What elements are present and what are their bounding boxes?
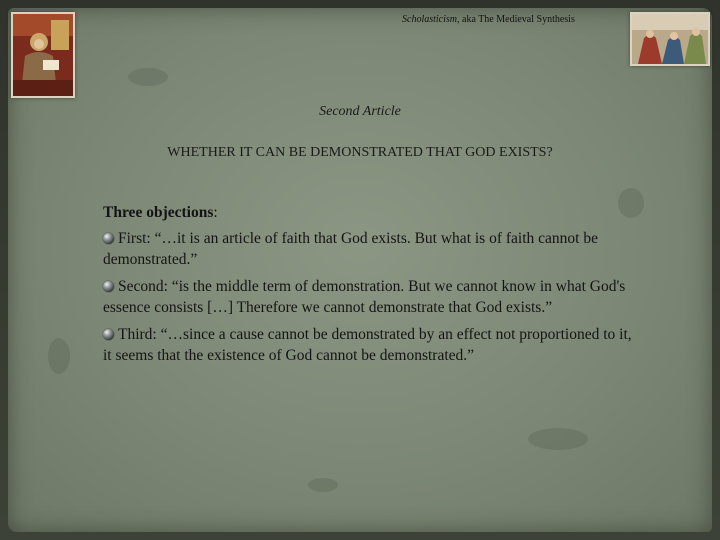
painting-monk-reading-icon [11,12,75,98]
sphere-bullet-icon [103,233,114,244]
objections-heading-text: Three objections [103,204,214,221]
sphere-bullet-icon [103,329,114,340]
header-caption-emphasis: Scholasticism [402,14,457,25]
objections-block [103,202,638,372]
list-item [103,228,638,270]
objection-text: Third: “…since a cause cannot be demonstrated by an effect not proportioned to it, it seems that the existence of God cannot be demonstrated.” [103,326,632,364]
objection-text: Second: “is the middle term of demonstration. But we cannot know in what God's essence consists […] Therefore we cannot demonstrate that God exists.” [103,278,626,316]
painting-figures-icon [630,12,710,66]
objections-heading-colon: : [213,204,218,221]
slide-subtitle: Second Article [319,104,401,119]
header-caption [402,14,575,25]
slide-title: WHETHER IT CAN BE DEMONSTRATED THAT GOD EXISTS? [167,145,553,160]
list-item [103,324,638,366]
objection-text: First: “…it is an article of faith that God exists. But what is of faith cannot be demonstrated.” [103,230,598,268]
objections-heading [103,202,638,223]
sphere-bullet-icon [103,281,114,292]
header-caption-rest: , aka The Medieval Synthesis [457,14,575,25]
list-item [103,276,638,318]
